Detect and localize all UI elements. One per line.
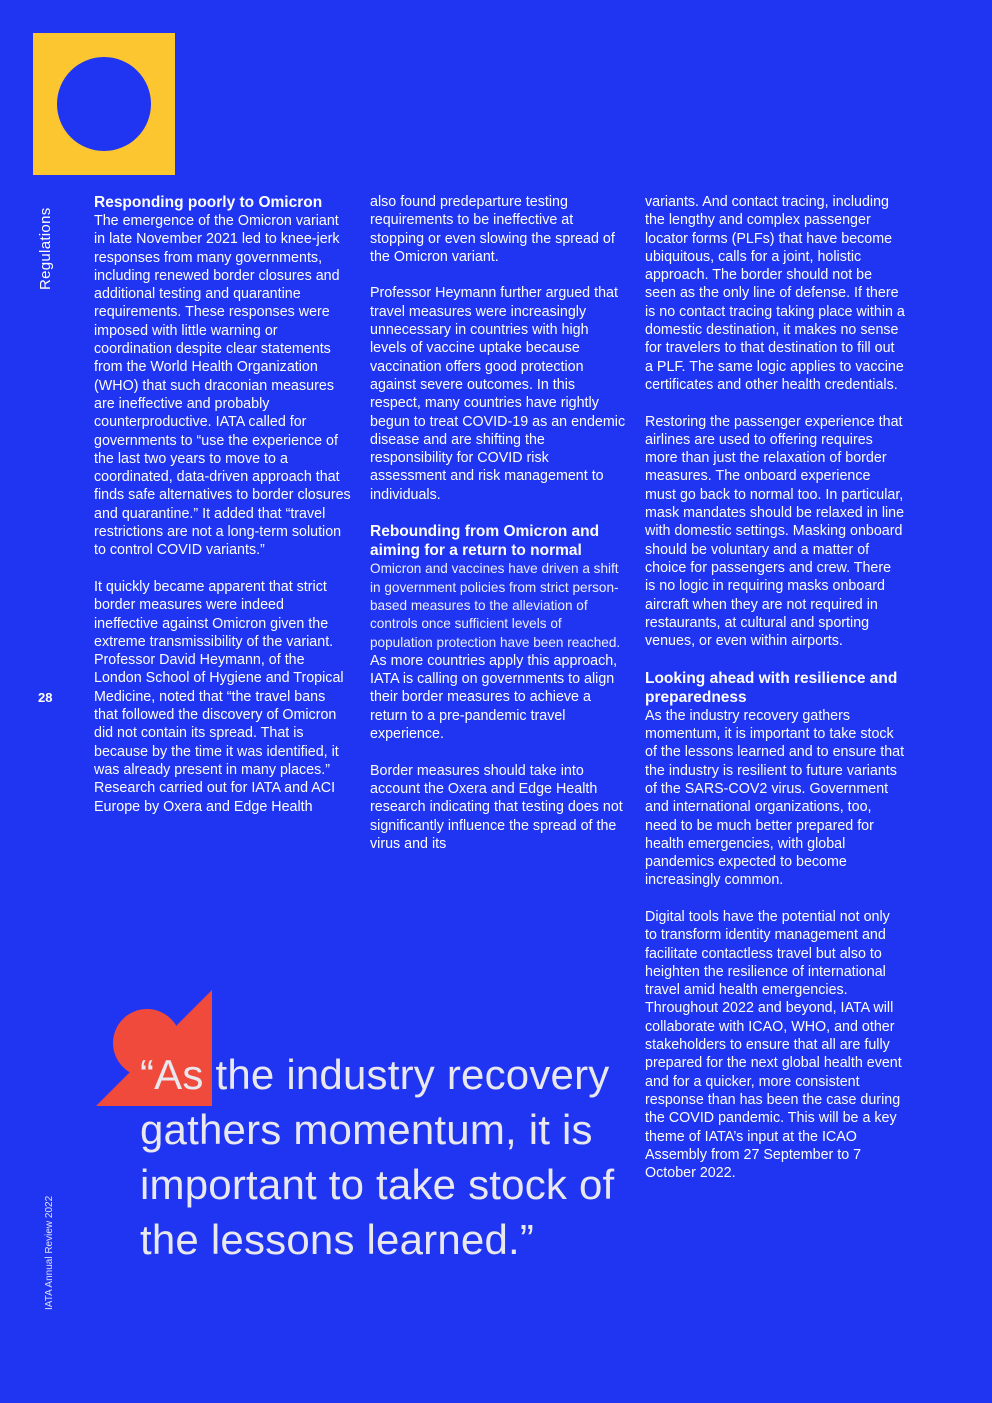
heading-looking-ahead: Looking ahead with resilience and preparedness — [645, 669, 898, 706]
heading-rebounding: Rebounding from Omicron and aiming for a return to normal — [370, 523, 600, 560]
article-column-2 — [370, 193, 628, 871]
paragraph — [370, 560, 628, 743]
logo-circle — [57, 57, 151, 151]
paragraph: variants. And contact tracing, including the lengthy and complex passenger locator forms (PLFs) that have become ubiquitous, calls for a joint, holistic approach. The border should not be seen as the only line of defense. If there is no contact tracing taking place within a domestic destination, it makes no sense for travelers to that destination to fill out a PLF. The same logic applies to vaccine certificates and other health credentials. — [645, 194, 905, 393]
paragraph: Professor Heymann further argued that travel measures were increasingly unnecessary in countries with high levels of vaccine uptake because vaccination offers good protection against severe outcomes. In this respect, many countries have rightly begun to treat COVID-19 as an endemic disease and are shifting the responsibility for COVID risk assessment and risk management to individuals. — [370, 285, 626, 503]
paragraph: also found predeparture testing requirements to be ineffective at stopping or even slowing the spread of the Omicron variant. — [370, 194, 615, 265]
page-number: 28 — [38, 690, 53, 705]
paragraph: As the industry recovery gathers momentum, it is important to take stock of the lessons learned and to ensure that the industry is resilient to future variants of the SARS-COV2 virus. Government and international organizations, too, need to be much better prepared for health emergencies, with global pandemics expected to become increasingly common. — [645, 707, 905, 889]
logo-mark — [33, 33, 175, 175]
publication-footer: IATA Annual Review 2022 — [44, 1195, 55, 1310]
heading-responding-poorly: Responding poorly to Omicron — [94, 194, 323, 211]
paragraph: It quickly became apparent that strict border measures were indeed ineffective against Omicron given the extreme transmissibility of the variant. Professor David Heymann, of the London School of Hygiene and Tropical Medicine, noted that “the travel bans that followed the discovery of Omicron did not contain its spread. That is because by the time it was identified, it was already present in many places.” Research carried out for IATA and ACI Europe by Oxera and Edge Health — [94, 578, 344, 815]
pull-quote: “As the industry recovery gathers momentum, it is important to take stock of the lessons learned.” — [140, 1051, 615, 1263]
paragraph: Digital tools have the potential not only to transform identity management and facilitate contactless travel but also to heighten the resilience of international travel amid health emergencies. Throughout 2022 and beyond, IATA will collaborate with ICAO, WHO, and other stakeholders to ensure that all are fully prepared for the next global health event and for a quicker, more consistent response than has been the case during the COVID pandemic. This will be a key theme of IATA’s input at the ICAO Assembly from 27 September to 7 October 2022. — [645, 908, 902, 1182]
paragraph-lead: Omicron and vaccines have driven a shift in government policies from strict person-based measures to the alleviation of controls once sufficient levels of population protection have been reached. — [370, 561, 621, 650]
section-label: Regulations — [37, 207, 54, 290]
article-column-1 — [94, 193, 352, 834]
article-column-3 — [645, 193, 905, 1201]
paragraph: Border measures should take into account the Oxera and Edge Health research indicating that testing does not significantly influence the spread of the virus and its — [370, 762, 623, 852]
paragraph-rest: As more countries apply this approach, IATA is calling on governments to align their border measures to achieve a return to a pre-pandemic travel experience. — [370, 652, 618, 743]
paragraph: Restoring the passenger experience that airlines are used to offering requires more than just the relaxation of border measures. The onboard experience must go back to normal too. In particular, mask mandates should be relaxed in line with domestic settings. Masking onboard should be voluntary and a matter of choice for passengers and crew. There is no logic in requiring masks onboard aircraft when they are not required in restaurants, at cultural and sporting venues, or even within airports. — [645, 413, 905, 650]
paragraph: The emergence of the Omicron variant in late November 2021 led to knee-jerk responses from many governments, including renewed border closures and additional testing and quarantine requirements. These responses were imposed with little warning or coordination despite clear statements from the World Health Organization (WHO) that such draconian measures are ineffective and probably counterproductive. IATA called for governments to “use the experience of the last two years to move to a coordinated, data-driven approach that finds safe alternatives to border closures and quarantine.” It added that “travel restrictions are not a long-term solution to control COVID variants.” — [94, 213, 351, 559]
